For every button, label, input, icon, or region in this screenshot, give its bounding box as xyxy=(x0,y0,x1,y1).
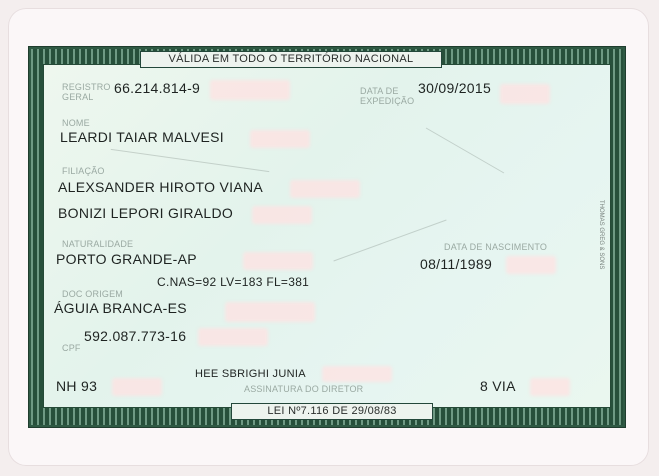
redaction-blur xyxy=(243,252,313,270)
data-nascimento-value: 08/11/1989 xyxy=(420,256,493,272)
redaction-blur xyxy=(250,130,310,148)
label-naturalidade: NATURALIDADE xyxy=(62,239,134,249)
label-data-de: DATA DE xyxy=(360,86,399,96)
nome-value: LEARDI TAIAR MALVESI xyxy=(60,129,224,145)
label-geral: GERAL xyxy=(62,92,94,102)
doc-origem-detail-value: C.NAS=92 LV=183 FL=381 xyxy=(157,275,310,289)
nh-value: NH 93 xyxy=(56,378,98,394)
redaction-blur xyxy=(290,180,360,198)
label-assinatura: ASSINATURA DO DIRETOR xyxy=(244,384,364,394)
redaction-blur xyxy=(252,206,312,224)
header-banner: VÁLIDA EM TODO O TERRITÓRIO NACIONAL xyxy=(140,51,442,68)
label-filiacao: FILIAÇÃO xyxy=(62,166,105,176)
filiacao-mae-value: BONIZI LEPORI GIRALDO xyxy=(58,205,234,221)
label-doc-origem: DOC ORIGEM xyxy=(62,289,124,299)
redaction-blur xyxy=(112,378,162,396)
redaction-blur xyxy=(506,256,556,274)
data-expedicao-value: 30/09/2015 xyxy=(418,80,492,96)
naturalidade-value: PORTO GRANDE-AP xyxy=(56,251,197,267)
label-expedicao: EXPEDIÇÃO xyxy=(360,96,415,106)
redaction-blur xyxy=(322,366,392,382)
doc-origem-value: ÁGUIA BRANCA-ES xyxy=(54,300,187,316)
redaction-blur xyxy=(500,84,550,104)
label-registro: REGISTRO xyxy=(62,82,111,92)
registro-geral-value: 66.214.814-9 xyxy=(114,80,201,96)
redaction-blur xyxy=(210,80,290,100)
filiacao-pai-value: ALEXSANDER HIROTO VIANA xyxy=(58,179,264,195)
redaction-blur xyxy=(198,328,268,346)
via-value: 8 VIA xyxy=(480,378,516,394)
redaction-blur xyxy=(530,378,570,396)
label-cpf: CPF xyxy=(62,343,81,353)
label-data-nascimento: DATA DE NASCIMENTO xyxy=(444,242,548,252)
id-card-field xyxy=(43,64,611,408)
diretor-name: HEE SBRIGHI JUNIA xyxy=(195,368,306,380)
redaction-blur xyxy=(225,302,315,322)
printer-mark: THOMAS GREG & SONS xyxy=(598,200,604,270)
footer-banner: LEI Nº7.116 DE 29/08/83 xyxy=(231,403,433,420)
label-nome: NOME xyxy=(62,118,90,128)
cpf-value: 592.087.773-16 xyxy=(84,328,187,344)
